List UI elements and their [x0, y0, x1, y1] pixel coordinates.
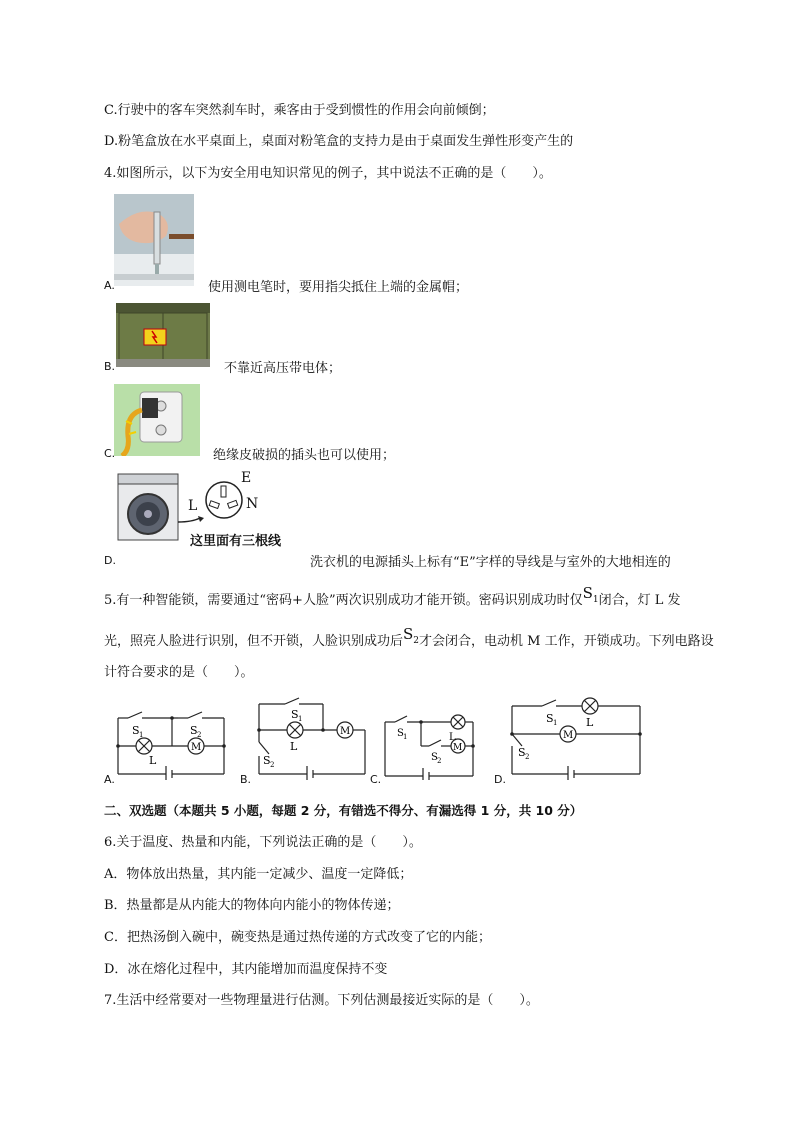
q5-s1-subscript: 1 [592, 595, 599, 605]
question-5-line-1 [104, 584, 681, 615]
circuit-d-s2-sub: 2 [525, 753, 530, 761]
q4-option-c-letter: C. [104, 447, 116, 460]
circuit-c-s2-label: S [431, 752, 438, 763]
q5-s2-subscript: 2 [413, 636, 420, 646]
test-pen-photo [114, 194, 194, 286]
q4-option-a-text: 使用测电笔时，要用指尖抵住上端的金属帽； [208, 280, 469, 295]
circuit-diagram-b [253, 694, 371, 780]
q4-option-b-text: 不靠近高压带电体； [224, 361, 342, 376]
circuit-a-motor-label: M [191, 742, 202, 753]
label-n: N [246, 496, 259, 512]
q5-line2-b: 才会闭合，电动机 M 工作，开锁成功。下列电路设 [419, 634, 714, 649]
circuit-b-s2-label: S [263, 754, 271, 767]
q5-line2-a: 光，照亮人脸进行识别，但不开锁，人脸识别成功后 [104, 634, 404, 649]
q5-s1-letter: S [582, 584, 593, 602]
q4-option-a-letter: A. [104, 279, 115, 292]
q4-option-c-text: 绝缘皮破损的插头也可以使用； [213, 448, 396, 463]
q4-option-d-text: 洗衣机的电源插头上标有“E”字样的导线是与室外的大地相连的 [310, 555, 671, 570]
circuit-b-motor-label: M [340, 726, 351, 737]
circuit-d-s2-label: S [518, 746, 526, 759]
washing-machine-figure [114, 470, 300, 552]
label-e: E [241, 470, 252, 486]
q6-option-a: A．物体放出热量，其内能一定减少、温度一定降低； [104, 867, 413, 882]
circuit-c-s1-label: S [397, 728, 404, 739]
washer-caption: 这里面有三根线 [190, 534, 282, 549]
high-voltage-photo [116, 303, 210, 367]
circuit-a-letter: A. [104, 773, 115, 786]
circuit-b-lamp-label: L [290, 740, 298, 753]
circuit-diagram-c [381, 708, 479, 780]
circuit-b-s2-sub: 2 [270, 761, 275, 769]
question-7-stem: 7.生活中经常要对一些物理量进行估测。下列估测最接近实际的是（ ）。 [104, 993, 539, 1008]
circuit-b-s1-label: S [291, 708, 299, 721]
q5-s1-symbol [582, 584, 599, 605]
damaged-plug-photo [114, 384, 200, 456]
circuit-c-s2-sub: 2 [437, 757, 442, 765]
prev-option-c: C.行驶中的客车突然刹车时，乘客由于受到惯性的作用会向前倾倒； [104, 103, 495, 118]
circuit-c-s1-sub: 1 [403, 733, 408, 741]
q6-option-d: D．冰在熔化过程中，其内能增加而温度保持不变 [104, 962, 388, 977]
question-6-stem: 6.关于温度、热量和内能，下列说法正确的是（ ）。 [104, 835, 422, 850]
section-2-heading: 二、双选题（本题共 5 小题，每题 2 分，有错选不得分、有漏选得 1 分，共 10 分） [104, 803, 583, 818]
question-5-line-3: 计符合要求的是（ ）。 [104, 665, 254, 680]
circuit-a-lamp-label: L [149, 754, 157, 767]
circuit-d-lamp-label: L [586, 716, 594, 729]
circuit-d-s1-sub: 1 [553, 719, 558, 727]
circuit-d-letter: D. [494, 773, 506, 786]
circuit-b-s1-sub: 1 [298, 715, 303, 723]
circuit-a-s2-sub: 2 [197, 731, 202, 739]
circuit-b-letter: B. [240, 773, 252, 786]
circuit-diagram-d [506, 694, 646, 780]
q5-line1-b: 闭合，灯 L 发 [598, 593, 681, 608]
circuit-d-s1-label: S [546, 712, 554, 725]
circuit-a-s2-label: S [190, 724, 198, 737]
q5-line1-a: 5.有一种智能锁，需要通过“密码+人脸”两次识别成功才能开锁。密码识别成功时仅 [104, 593, 583, 608]
circuit-c-lamp-label: L [449, 732, 456, 743]
question-4-stem: 4.如图所示，以下为安全用电知识常见的例子，其中说法不正确的是（ ）。 [104, 166, 552, 181]
q4-option-d-letter: D. [104, 554, 116, 567]
circuit-a-s1-label: S [132, 724, 140, 737]
q6-option-b: B．热量都是从内能大的物体向内能小的物体传递； [104, 898, 400, 913]
circuit-c-letter: C. [370, 773, 382, 786]
q4-option-b-letter: B. [104, 360, 116, 373]
q5-s2-letter: S [403, 625, 414, 643]
q5-s2-symbol [403, 625, 420, 646]
circuit-d-motor-label: M [563, 730, 574, 741]
prev-option-d: D.粉笔盒放在水平桌面上，桌面对粉笔盒的支持力是由于桌面发生弹性形变产生的 [104, 134, 574, 149]
circuit-a-s1-sub: 1 [139, 731, 144, 739]
q6-option-c: C．把热汤倒入碗中，碗变热是通过热传递的方式改变了它的内能； [104, 930, 491, 945]
question-5-line-2 [104, 625, 714, 656]
label-l: L [188, 498, 198, 514]
circuit-diagram-a [112, 704, 230, 780]
circuit-c-motor-label: M [453, 743, 463, 753]
